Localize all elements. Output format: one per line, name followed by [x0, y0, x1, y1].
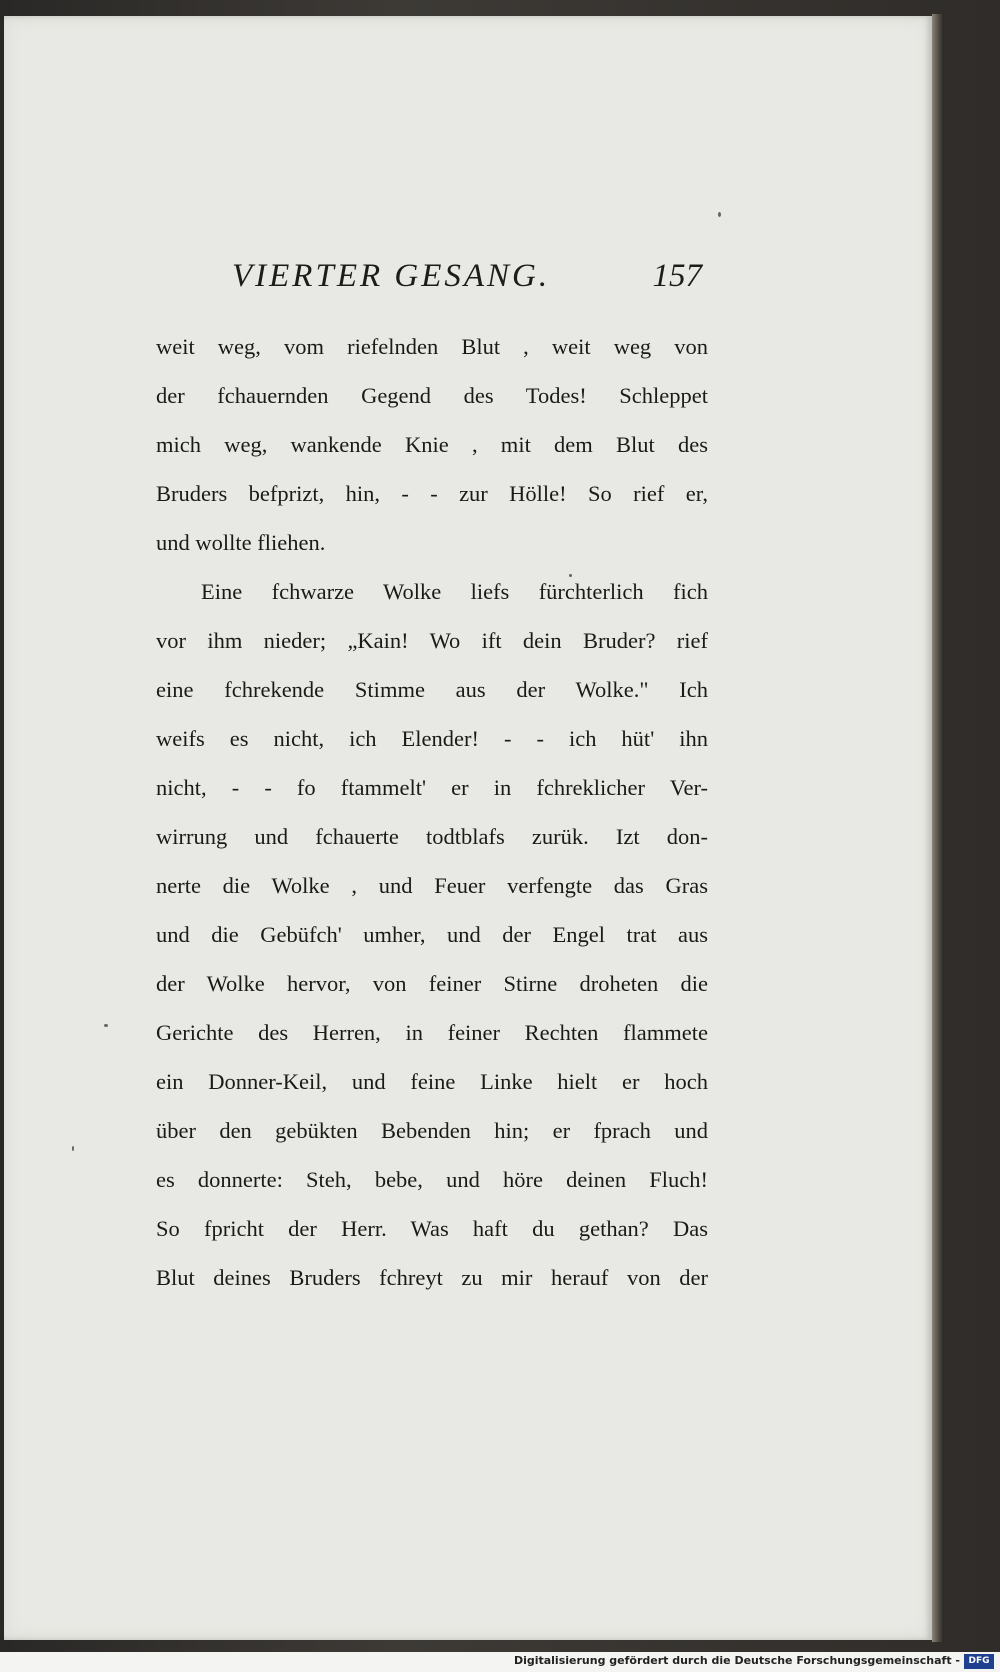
- running-head: [232, 258, 702, 298]
- text-line: Blut deines Bruders fchreyt zu mir herauf von der: [156, 1265, 708, 1290]
- text-line: über den gebükten Bebenden hin; er fprach und: [156, 1118, 708, 1143]
- page-edge: [932, 14, 944, 1642]
- text-line: So fpricht der Herr. Was haft du gethan? Das: [156, 1216, 708, 1241]
- text-line: weit weg, vom riefelnden Blut , weit weg von: [156, 334, 708, 359]
- paper-speck: [718, 212, 721, 217]
- chapter-title: VIERTER GESANG.: [232, 258, 551, 294]
- paper-speck: [104, 1024, 108, 1027]
- text-line: Bruders befprizt, hin, - - zur Hölle! So rief er,: [156, 481, 708, 506]
- text-line: vor ihm nieder; „Kain! Wo ift dein Bruder? rief: [156, 628, 708, 653]
- text-line: und wollte fliehen.: [156, 530, 326, 555]
- digitization-credit: Digitalisierung gefördert durch die Deutsche Forschungsgemeinschaft -: [513, 1654, 960, 1667]
- text-line: und die Gebüfch' umher, und der Engel trat aus: [156, 922, 708, 947]
- text-line: es donnerte: Steh, bebe, und höre deinen Fluch!: [156, 1167, 708, 1192]
- text-line: nerte die Wolke , und Feuer verfengte das Gras: [156, 873, 708, 898]
- text-line: ein Donner-Keil, und feine Linke hielt er hoch: [156, 1069, 708, 1094]
- text-line: weifs es nicht, ich Elender! - - ich hüt' ihn: [156, 726, 708, 751]
- body-text: [156, 322, 708, 1302]
- text-line: wirrung und fchauerte todtblafs zurük. Izt don-: [156, 824, 708, 849]
- dfg-logo: DFG: [964, 1654, 994, 1669]
- text-line: mich weg, wankende Knie , mit dem Blut des: [156, 432, 708, 457]
- text-line: der fchauernden Gegend des Todes! Schleppet: [156, 383, 708, 408]
- paper-speck: [72, 1146, 74, 1151]
- text-line: nicht, - - fo ftammelt' er in fchreklicher Ver-: [156, 775, 708, 800]
- text-line: Gerichte des Herren, in feiner Rechten flammete: [156, 1020, 708, 1045]
- text-line: eine fchrekende Stimme aus der Wolke." Ich: [156, 677, 708, 702]
- text-line: Eine fchwarze Wolke liefs fürchterlich fich: [201, 579, 708, 604]
- page-number: 157: [652, 258, 702, 294]
- text-line: der Wolke hervor, von feiner Stirne droheten die: [156, 971, 708, 996]
